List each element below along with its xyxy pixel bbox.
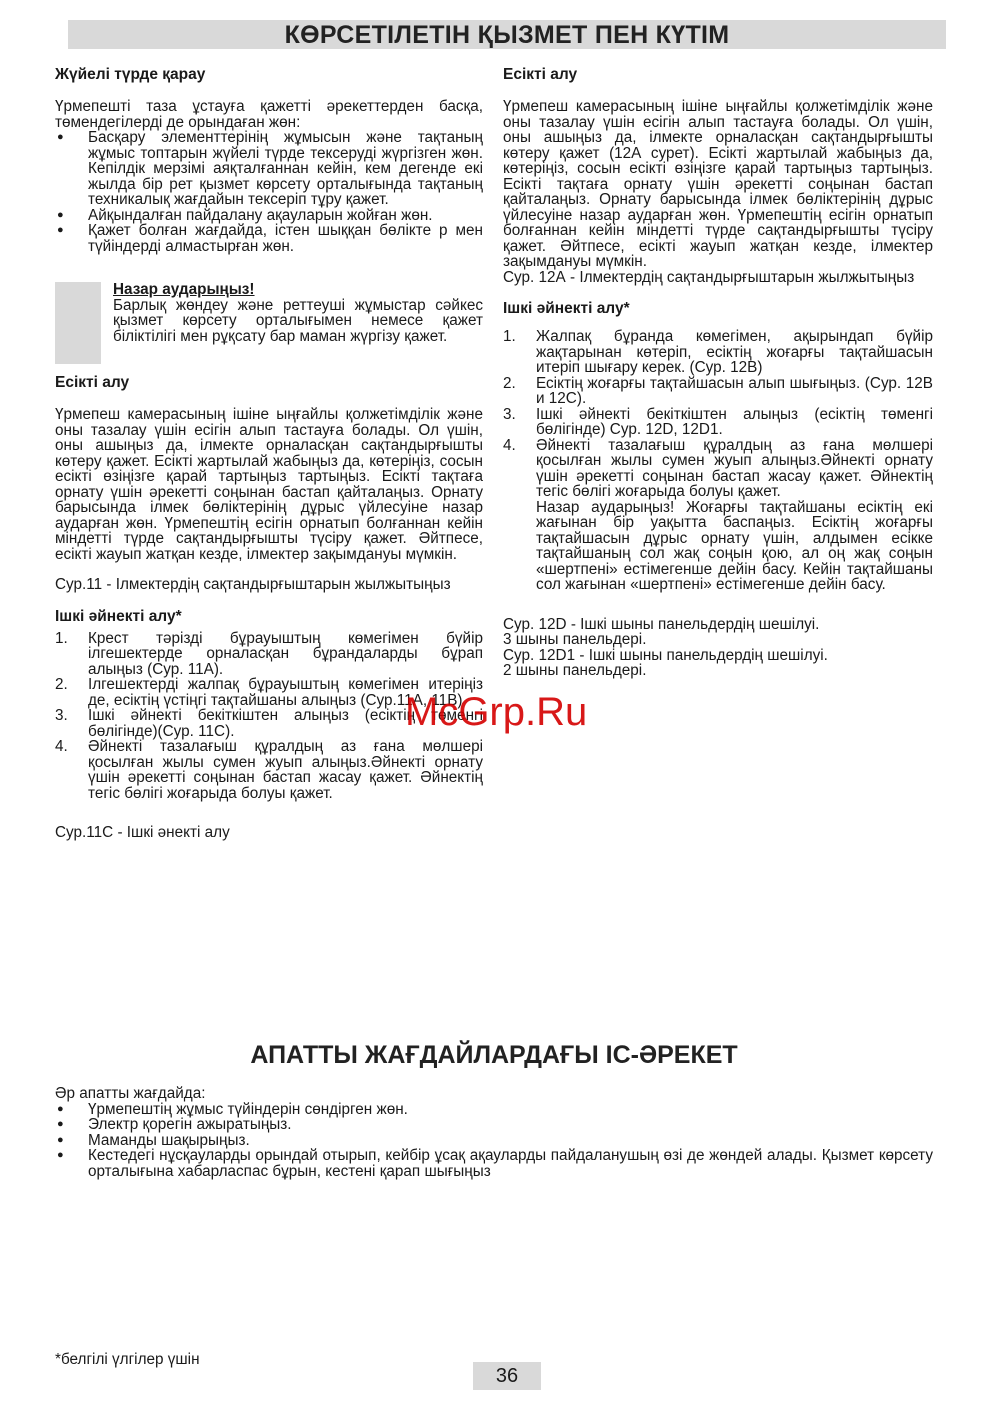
section-heading: Жүйелі түрде қарау (55, 66, 206, 83)
page-title: КӨРСЕТІЛЕТІН ҚЫЗМЕТ ПЕН КҮТІМ (284, 21, 730, 49)
bullet-item: ● Кестедегі нұсқауларды орындай отырып, кейбір ұсақ ақауларды пайдаланушың өзі де жөндей алады. Қызмет көрсету орталығына хабарласпас бұрын, кестені қарап шығыңыз (55, 1148, 933, 1179)
section-heading: Ішкі әйнекті алу* (55, 607, 182, 625)
paragraph: Үрмепешті таза ұстауға қажетті әрекеттерден басқа, төмендегілерді де орындаған жөн: (55, 98, 483, 131)
footnote: *белгілі үлгілер үшін (55, 1351, 200, 1368)
emergency-section (55, 1040, 933, 1179)
bullet-item: ● Басқару элементтерінің жұмысын және тақтаның жұмыс топтарын жүйелі түрде тексеруді жүргізген жөн. Кепілдік мерзімі аяқталғаннан кейін, кем дегенде екі жылда бір рет қызмет көрсету орталығында тақтаның техникалық жағдайын тексеріп тұру қажет. (55, 130, 483, 208)
figure-caption: Сур.11С - Ішкі әнекті алу (55, 824, 230, 841)
section-heading: Есікті алу (55, 374, 130, 391)
step-item: 3. Ішкі әйнекті бекіткіштен алыңыз (есіктің төменгі бөлігінде) Сур. 12D, 12D1. (503, 405, 933, 438)
step-item: 4. Әйнекті тазалағыш құралдың аз ғана мөлшері қосылған жылы сумен жуып алыңыз.Әйнекті орнату үшін әрекетті соңынан бастап жасау қажет. Әйнектің тегіс бөлігі жоғарыда болуы қажет. (55, 738, 483, 802)
paragraph: Үрмепеш камерасының ішіне ыңғайлы қолжетімділік және оны тазалау үшін есігін алып тастауға болады. Ол үшін, оны ашыңыз да, ілмекте орналасқан сақтандырғышты көтеру қажет (12А сурет). Есікті жартылай жабыңыз да, көтеріңіз, сосын есікті өзіңізге қарай тартыңыз тартыңыз. Есікті тақтаға орнату үшін әрекетті соңынан бастап қайталаңыз. Орнату барысында ілмек бөліктерінің дұрыс үйлесуіне назар аударған жөн. Үрмепештің есігін орнатып болғаннан кейін міндетті түрде сақтандырғышты түсіру қажет. Әйтпесе, есікті жауып жатқан кезде, ілмектер зақымдануы мүмкін. (503, 98, 933, 270)
watermark-text: McGrp.Ru (405, 690, 588, 734)
step-item: 1. Крест тәрізді бұрауыштың көмегімен бүйір ілгешектерде орналасқан бұрандаларды бұрап алыңыз (Сур. 11А). (55, 629, 483, 678)
note-title: Назар аударыңыз! (113, 281, 255, 298)
step-note: Назар аударыңыз! Жоғарғы тақтайшаны есіктің екі жағынан бір уақытта баспаңыз. Есіктің жоғарғы тақтайшасын дұрыс орнату үшін, алдымен есікке тақтайшаның сол жақ соңын қою, ал оң жақ соңын «шертпені» естімегенше дейін басу. Кейін тақтайшаны сол жағынан «шертпені» естімегенше дейін басу. (536, 498, 933, 593)
figure-caption: Сур.11 - Ілмектердің сақтандырғыштарын жылжытыңыз (55, 576, 451, 593)
section-heading: Есікті алу (503, 66, 578, 83)
emergency-title: АПАТТЫ ЖАҒДАЙЛАРДАҒЫ ІС-ӘРЕКЕТ (250, 1041, 738, 1069)
bullet-item: ● Үрмепештің жұмыс түйіндерін сөндірген жөн. (55, 1102, 933, 1118)
step-item: 2. Ілгешектерді жалпақ бұрауыштың көмегімен итеріңіз де, есіктің үстіңгі тақтайшаны алыңыз (Сур.11А, 11В) (55, 676, 483, 709)
note-text: Барлық жөндеу және реттеуші жұмыстар сәйкес қызмет көрсету орталығымен немесе қажет біліктілігі мен рұқсату бар маман жүргізу қажет. (113, 296, 483, 345)
right-column (503, 66, 933, 679)
step-item: 1. Жалпақ бұранда көмегімен, ақырындап бүйір жақтарынан көтеріп, есіктің жоғарғы тақтайшасын итеріп шығару керек. (Сур. 12В) (503, 328, 933, 376)
title-bar (68, 20, 946, 49)
note-marker (55, 282, 101, 364)
attention-note (55, 282, 483, 364)
step-item: 3. Ішкі әйнекті бекіткіштен алыңыз (есіктің төменгі бөлігінде)(Сур. 11С). (55, 707, 483, 740)
paragraph: Үрмепеш камерасының ішіне ыңғайлы қолжетімділік және оны тазалау үшін есігін алып тастауға болады. Ол үшін, оны ашыңыз да, ілмекте орналасқан сақтандырғышты көтеру қажет. Есікті жартылай жабыңыз да, көтеріңіз, сосын есікті өзіңізге қарай тартыңыз тартыңыз. Есікті тақтаға орнату үшін әрекетті соңынан бастап қайталаңыз. Орнату барысында ілмек бөліктерінің дұрыс үйлесуіне назар аударған жөн. Үрмепештің есігін орнатып болғаннан кейін міндетті түрде сақтандырғышты түсіру қажет. Әйтпесе, есікті жауып жатқан кезде, ілмектер зақымдануы мүмкін. (55, 406, 483, 563)
bullet-item: ● Айқындалған пайдалану ақауларын жойған жөн. (55, 208, 483, 224)
bullet-item: ● Электр қорегін ажыратыңыз. (55, 1117, 933, 1133)
section-heading: Ішкі әйнекті алу* (503, 300, 630, 317)
figure-caption: Сур. 12А - Ілмектердің сақтандырғыштарын жылжытыңыз (503, 268, 915, 286)
bullet-item: ● Маманды шақырыңыз. (55, 1133, 933, 1149)
paragraph: Әр апатты жағдайда: (55, 1085, 206, 1102)
figure-caption: Сур. 12D - Ішкі шыны панельдердің шешілуі. (503, 615, 820, 633)
page-number: 36 (473, 1362, 541, 1390)
bullet-item: ● Қажет болған жағдайда, істен шыққан бөлікте р мен түйіндерді алмастырған жөн. (55, 223, 483, 254)
figure-caption: 2 шыны панельдері. (503, 662, 647, 679)
step-item: 2. Есіктің жоғарғы тақтайшасын алып шығыңыз. (Сур. 12В и 12С). (503, 374, 933, 407)
figure-caption: 3 шыны панельдері. (503, 631, 647, 648)
figure-caption: Сур. 12D1 - Ішкі шыны панельдердің шешілуі. (503, 646, 828, 664)
step-item: 4. Әйнекті тазалағыш құралдың аз ғана мөлшері қосылған жылы сумен жуып алыңыз.Әйнекті орнату үшін әрекетті соңынан бастап жасау қажет. Әйнектің тегіс бөлігі жоғарыда болуы қажет. (503, 436, 933, 500)
